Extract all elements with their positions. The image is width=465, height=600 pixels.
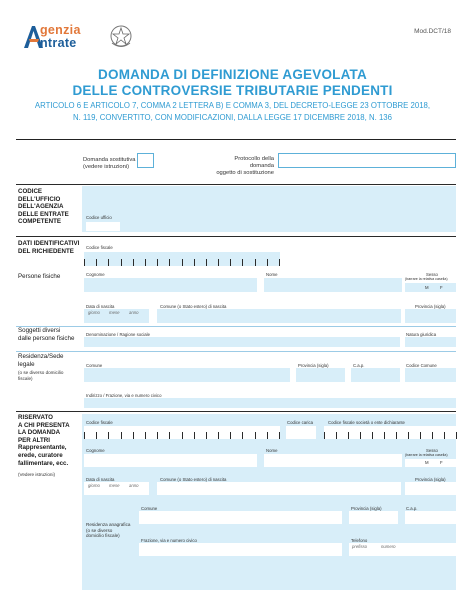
nome-label: Nome	[266, 272, 278, 277]
richiedente-provincia-nascita-input[interactable]	[405, 309, 456, 323]
riservato-band	[82, 414, 456, 590]
section-title-line: Rappresentante,	[18, 444, 67, 452]
codice-fiscale-societa-label: Codice fiscale società o ente dichiarante	[328, 420, 405, 425]
riservato-sesso-m-option[interactable]: M	[425, 460, 429, 465]
label-line: dalle persone fisiche	[18, 334, 75, 342]
section-title-line: A CHI PRESENTA	[18, 421, 70, 429]
soggetti-diversi-label	[18, 327, 74, 342]
label-line: Residenza/Sede	[18, 353, 64, 360]
riservato-provincia-input[interactable]	[349, 511, 398, 524]
telefono-label: Telefono	[351, 538, 368, 543]
page-title-line1: DOMANDA DI DEFINIZIONE AGEVOLATA	[98, 67, 367, 82]
riservato-cap-label: C.a.p.	[406, 506, 418, 511]
residenza-cap-input[interactable]	[351, 368, 400, 382]
form-code: Mod.DCT/18	[414, 28, 451, 35]
label-line: oggetto di sostituzione	[216, 170, 274, 176]
cap-label: C.a.p.	[353, 363, 365, 368]
comune-label: Comune	[86, 363, 103, 368]
giorno-hint: giorno	[88, 310, 100, 315]
denominazione-label: Denominazione / Ragione sociale	[86, 332, 151, 337]
riservato-mese-hint: mese	[109, 483, 120, 488]
section-title-line: DEL RICHIEDENTE	[18, 247, 74, 255]
protocollo-label	[214, 156, 274, 177]
riservato-indirizzo-label: Frazione, via e numero civico	[141, 538, 197, 543]
agenzia-entrate-logo	[22, 22, 142, 52]
section-title-line: DATI IDENTIFICATIVI	[18, 240, 80, 247]
domanda-sostitutiva-checkbox[interactable]	[137, 153, 154, 168]
riservato-codice-fiscale-label: Codice fiscale	[86, 420, 113, 425]
residenza-indirizzo-input[interactable]	[84, 398, 456, 408]
logo-text-line1: genzia	[40, 23, 81, 37]
riservato-data-nascita-label: Data di nascita	[86, 477, 115, 482]
riservato-provincia-sigla-label: Provincia (sigla)	[415, 477, 446, 482]
residenza-note	[18, 370, 63, 381]
riservato-note: (Vedere istruzioni)	[18, 472, 56, 477]
codice-fiscale-societa-cells	[324, 432, 457, 439]
label-line: legale	[18, 360, 35, 368]
section-title-line: fallimentare, ecc.	[18, 459, 69, 467]
riservato-cap-input[interactable]	[405, 511, 456, 524]
riservato-sesso-label: Sesso	[426, 448, 438, 453]
section-title-line: erede, curatore	[18, 451, 63, 459]
riservato-anno-hint: anno	[129, 483, 139, 488]
section-divider	[16, 411, 456, 412]
residenza-label	[18, 353, 63, 368]
label-line: Residenza anagrafica	[86, 522, 131, 527]
codice-carica-input[interactable]	[286, 426, 316, 439]
logo-text-line2: ntrate	[40, 36, 77, 50]
label-line: Soggetti diversi	[18, 327, 61, 334]
label-line: (o se diverso	[86, 527, 113, 533]
label-line: Domanda sostitutiva	[83, 157, 136, 163]
sesso-note: (barrare la relativa casella)	[405, 277, 448, 281]
section-divider	[16, 236, 456, 237]
legal-reference-line1: ARTICOLO 6 E ARTICOLO 7, COMMA 2 LETTERA B) E COMMA 3, DEL DECRETO-LEGGE 23 OTTOBRE 2018,	[34, 101, 431, 110]
subsection-divider	[16, 326, 456, 327]
richiedente-sesso-field	[405, 283, 456, 292]
richiedente-cognome-input[interactable]	[84, 278, 257, 292]
residenza-provincia-input[interactable]	[296, 368, 345, 382]
riservato-cognome-input[interactable]	[84, 454, 257, 467]
mese-hint: mese	[109, 310, 120, 315]
domanda-sostitutiva-label	[83, 157, 136, 171]
section-riservato	[18, 414, 70, 467]
top-rule	[16, 139, 456, 140]
section-title-line: DELL'AGENZIA	[18, 203, 64, 211]
label-line: (o se diverso domicilio	[18, 370, 64, 375]
label-line: Protocollo della domanda	[234, 156, 274, 169]
codice-comune-label: Codice Comune	[406, 363, 437, 368]
richiedente-comune-nascita-input[interactable]	[157, 309, 401, 323]
section-richiedente	[18, 240, 79, 255]
data-nascita-label: Data di nascita	[86, 304, 115, 309]
natura-giuridica-input[interactable]	[405, 337, 456, 347]
label-line: fiscale)	[18, 375, 33, 381]
denominazione-input[interactable]	[84, 337, 400, 347]
persone-fisiche-label: Persone fisiche	[18, 273, 61, 280]
riservato-giorno-hint: giorno	[88, 483, 100, 488]
riservato-nome-input[interactable]	[264, 454, 402, 467]
codice-ufficio-band	[82, 186, 456, 232]
prefisso-hint: prefisso	[352, 544, 368, 549]
riservato-residenza-label	[86, 522, 130, 539]
codice-fiscale-cells	[84, 259, 280, 266]
section-title-line: DELL'UFFICIO	[18, 195, 61, 203]
codice-ufficio-label: Codice ufficio	[86, 215, 112, 220]
section-divider	[16, 184, 456, 185]
sesso-label: Sesso	[426, 272, 438, 277]
page-title-line2: DELLE CONTROVERSIE TRIBUTARIE PENDENTI	[72, 83, 393, 98]
riservato-sesso-note: (barrare la relativa casella)	[405, 453, 448, 457]
section-title-line: COMPETENTE	[18, 218, 61, 226]
provincia-label: Provincia (sigla)	[298, 363, 329, 368]
anno-hint: anno	[129, 310, 139, 315]
richiedente-nome-input[interactable]	[264, 278, 402, 292]
riservato-nome-label: Nome	[266, 448, 278, 453]
label-line: (vedere istruzioni)	[83, 164, 130, 170]
riservato-comune-label: Comune	[141, 506, 158, 511]
riservato-comune-input[interactable]	[139, 511, 342, 524]
provincia-sigla-label: Provincia (sigla)	[415, 304, 446, 309]
riservato-indirizzo-input[interactable]	[139, 543, 342, 556]
section-codice-ufficio	[18, 188, 69, 226]
riservato-codice-fiscale-cells	[84, 432, 280, 439]
riservato-provincia-label: Provincia (sigla)	[351, 506, 382, 511]
riservato-sesso-f-option[interactable]: F	[440, 460, 443, 465]
numero-hint: numero	[381, 544, 396, 549]
subsection-divider	[16, 351, 456, 352]
section-title-line: DELLE ENTRATE	[18, 210, 69, 218]
cognome-label: Cognome	[86, 272, 105, 277]
codice-carica-label: Codice carica	[287, 420, 314, 425]
section-title-line: RISERVATO	[18, 414, 53, 421]
residenza-codice-comune-input[interactable]	[405, 368, 456, 382]
comune-nascita-label: Comune (o Stato estero) di nascita	[160, 304, 227, 309]
codice-ufficio-input[interactable]	[86, 222, 120, 231]
riservato-comune-nascita-label: Comune (o Stato estero) di nascita	[160, 477, 227, 482]
riservato-comune-nascita-input[interactable]	[157, 482, 401, 495]
riservato-sesso-field	[405, 459, 456, 467]
sesso-f-option[interactable]: F	[440, 285, 443, 290]
section-title-line: PER ALTRI	[18, 436, 50, 444]
riservato-provincia-nascita-input[interactable]	[405, 482, 456, 495]
residenza-comune-input[interactable]	[84, 368, 290, 382]
protocollo-input[interactable]	[278, 153, 456, 168]
indirizzo-label: Indirizzo / Frazione, via e numero civico	[86, 393, 162, 398]
legal-reference-line2: N. 119, CONVERTITO, CON MODIFICAZIONI, DALLA LEGGE 17 DICEMBRE 2018, N. 136	[73, 113, 392, 122]
codice-fiscale-label: Codice fiscale	[86, 245, 113, 250]
section-title-line: LA DOMANDA	[18, 429, 61, 437]
sesso-m-option[interactable]: M	[425, 285, 429, 290]
section-title-line: CODICE	[18, 188, 43, 195]
natura-giuridica-label: Natura giuridica	[406, 332, 437, 337]
label-line: domicilio fiscale)	[86, 533, 120, 539]
republic-emblem-icon	[109, 23, 133, 50]
riservato-cognome-label: Cognome	[86, 448, 105, 453]
